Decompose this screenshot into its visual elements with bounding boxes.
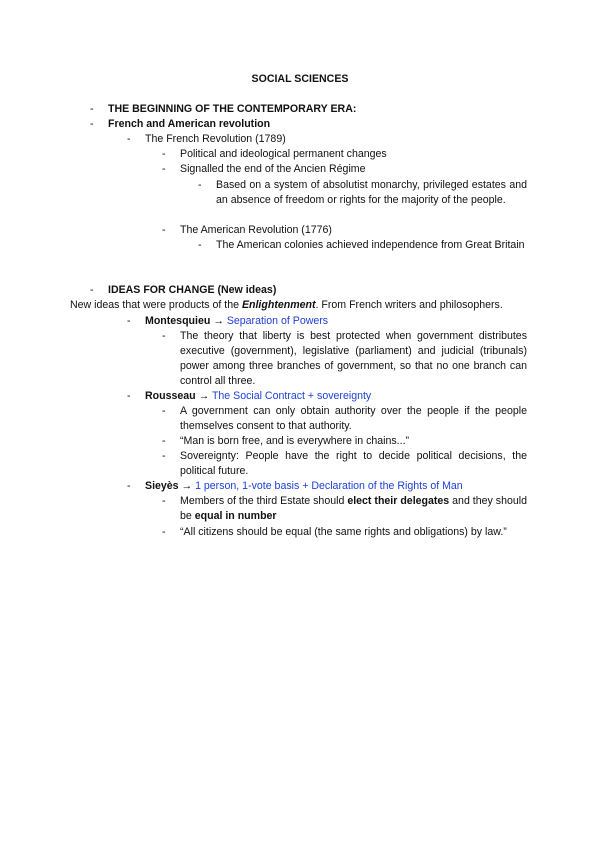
list-item — [162, 494, 527, 524]
arrow: → — [195, 390, 212, 402]
bullet-dash: - — [90, 284, 94, 296]
bullet-dash: - — [162, 163, 166, 175]
list-item-text: Political and ideological permanent changes — [180, 148, 387, 160]
subheading-text: French and American revolution — [108, 118, 271, 130]
emphasis-text: equal in number — [194, 510, 277, 522]
list-item-text: The theory that liberty is best protected when government distributes executive (government), legislative (parliament) and judicial (tribunals) power among three branches of government, so that no one branch can control all three. — [180, 330, 527, 387]
american-revolution-label: The American Revolution (1776) — [180, 224, 332, 236]
section-heading-contemporary-era — [90, 102, 530, 117]
list-item — [162, 525, 527, 540]
list-item-text: Based on a system of absolutist monarchy, privileged estates and an absence of freedom or rights for the majority of the people. — [216, 179, 527, 206]
concept-text: 1 person, 1-vote basis + Declaration of the Rights of Man — [195, 480, 463, 492]
list-item-text: Signalled the end of the Ancien Régime — [180, 163, 366, 175]
list-item — [162, 404, 527, 434]
bullet-dash: - — [162, 435, 166, 447]
bullet-dash: - — [127, 390, 131, 402]
list-item-text: A government can only obtain authority over the people if the people themselves consent to that authority. — [180, 405, 527, 432]
bullet-dash: - — [198, 179, 202, 191]
enlightenment-term: Enlightenment — [241, 299, 316, 311]
bullet-dash: - — [127, 480, 131, 492]
list-item-text: The American colonies achieved independence from Great Britain — [216, 239, 525, 251]
subheading-revolutions — [90, 117, 530, 132]
list-item-text: Sovereignty: People have the right to decide political decisions, the political future. — [180, 450, 527, 477]
bullet-dash: - — [127, 133, 131, 145]
french-revolution-label: The French Revolution (1789) — [145, 133, 286, 145]
bullet-dash: - — [127, 315, 131, 327]
bullet-dash: - — [198, 239, 202, 251]
bullet-dash: - — [162, 148, 166, 160]
intro-text: New ideas that were products of the — [70, 299, 242, 311]
bullet-dash: - — [162, 405, 166, 417]
list-item — [162, 449, 527, 479]
heading-text: IDEAS FOR CHANGE (New ideas) — [108, 284, 277, 296]
arrow: → — [210, 315, 227, 327]
concept-text: The Social Contract + sovereignty — [211, 390, 372, 402]
heading-text: THE BEGINNING OF THE CONTEMPORARY ERA: — [108, 103, 357, 115]
list-item — [198, 238, 527, 253]
french-revolution-item — [127, 132, 527, 147]
philosopher-name: Sieyès — [145, 480, 179, 492]
list-item-text: “Man is born free, and is everywhere in chains...” — [180, 435, 410, 447]
bullet-dash: - — [162, 224, 166, 236]
emphasis-text: elect their delegates — [347, 495, 450, 507]
document-title: SOCIAL SCIENCES — [251, 73, 349, 85]
list-item-text: “All citizens should be equal (the same rights and obligations) by law.” — [180, 526, 507, 538]
rousseau-item — [127, 389, 527, 404]
list-item — [162, 329, 527, 389]
bullet-dash: - — [162, 330, 166, 342]
bullet-dash: - — [162, 526, 166, 538]
philosopher-name: Rousseau — [145, 390, 196, 402]
sieyes-item — [127, 479, 527, 494]
bullet-dash: - — [90, 118, 94, 130]
intro-text-end: . From French writers and philosophers. — [315, 299, 503, 311]
philosopher-name: Montesquieu — [145, 315, 211, 327]
american-revolution-item — [162, 223, 527, 238]
list-item — [162, 162, 527, 177]
list-item-text: Members of the third Estate should — [180, 495, 348, 507]
concept-text: Separation of Powers — [226, 315, 329, 327]
montesquieu-item — [127, 314, 527, 329]
list-item — [162, 434, 527, 449]
list-item — [162, 147, 527, 162]
arrow: → — [178, 480, 196, 492]
section-heading-ideas-for-change — [90, 283, 530, 298]
intro-paragraph — [70, 298, 530, 313]
list-item-text: and they should be — [180, 495, 527, 522]
bullet-dash: - — [162, 450, 166, 462]
bullet-dash: - — [162, 495, 166, 507]
bullet-dash: - — [90, 103, 94, 115]
list-item — [198, 178, 527, 208]
